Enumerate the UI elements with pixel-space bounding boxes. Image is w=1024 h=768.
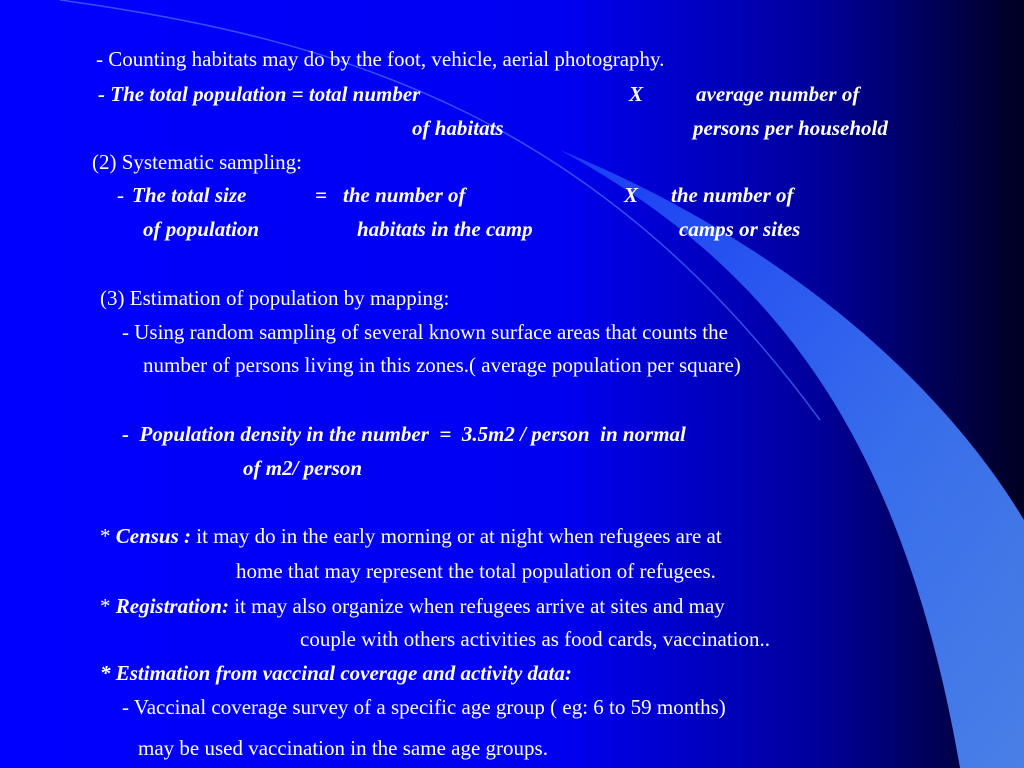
number-of-camps-label: the number of: [671, 183, 794, 207]
population-density-line-1: - Population density in the number = 3.5m2 / person in normal: [122, 422, 686, 446]
vaccinal-coverage-heading: * Estimation from vaccinal coverage and activity data:: [100, 661, 572, 685]
vaccinal-coverage-line-2: may be used vaccination in the same age groups.: [138, 736, 548, 760]
registration-bullet: *: [100, 594, 111, 618]
registration-line-1: [100, 594, 725, 618]
total-population-multiply-sign: X: [629, 82, 644, 106]
counting-habitats-line: - Counting habitats may do by the foot, vehicle, aerial photography.: [96, 47, 665, 71]
mapping-line-2: number of persons living in this zones.( average population per square): [143, 353, 741, 377]
census-line-1: [100, 524, 722, 548]
registration-line-2: couple with others activities as food cards, vaccination..: [300, 627, 771, 651]
population-density-line-2: of m2/ person: [243, 456, 363, 480]
habitats-in-camp-label: habitats in the camp: [357, 217, 533, 241]
total-size-label: The total size: [132, 183, 247, 207]
registration-label: Registration:: [115, 594, 229, 618]
census-text-1: it may do in the early morning or at night when refugees are at: [196, 524, 722, 548]
camps-or-sites-label: camps or sites: [679, 217, 801, 241]
total-size-multiply-sign: X: [624, 183, 639, 207]
vaccinal-coverage-line-1: - Vaccinal coverage survey of a specific age group ( eg: 6 to 59 months): [122, 695, 726, 719]
census-label: Census :: [115, 524, 192, 548]
systematic-sampling-heading: (2) Systematic sampling:: [92, 150, 302, 174]
mapping-line-1: - Using random sampling of several known surface areas that counts the: [122, 320, 728, 344]
average-number-label: average number of: [696, 82, 860, 106]
total-size-equals-sign: =: [315, 183, 327, 207]
of-population-label: of population: [143, 217, 260, 241]
mapping-heading: (3) Estimation of population by mapping:: [100, 286, 450, 310]
number-of-habitats-label: the number of: [343, 183, 466, 207]
of-habitats-label: of habitats: [412, 116, 504, 140]
total-size-dash: -: [117, 183, 124, 207]
total-population-formula-lead: - The total population = total number: [98, 82, 421, 106]
registration-text-1: it may also organize when refugees arrive at sites and may: [234, 594, 725, 618]
census-line-2: home that may represent the total population of refugees.: [236, 559, 716, 583]
persons-per-household-label: persons per household: [693, 116, 888, 140]
census-bullet: *: [100, 524, 111, 548]
